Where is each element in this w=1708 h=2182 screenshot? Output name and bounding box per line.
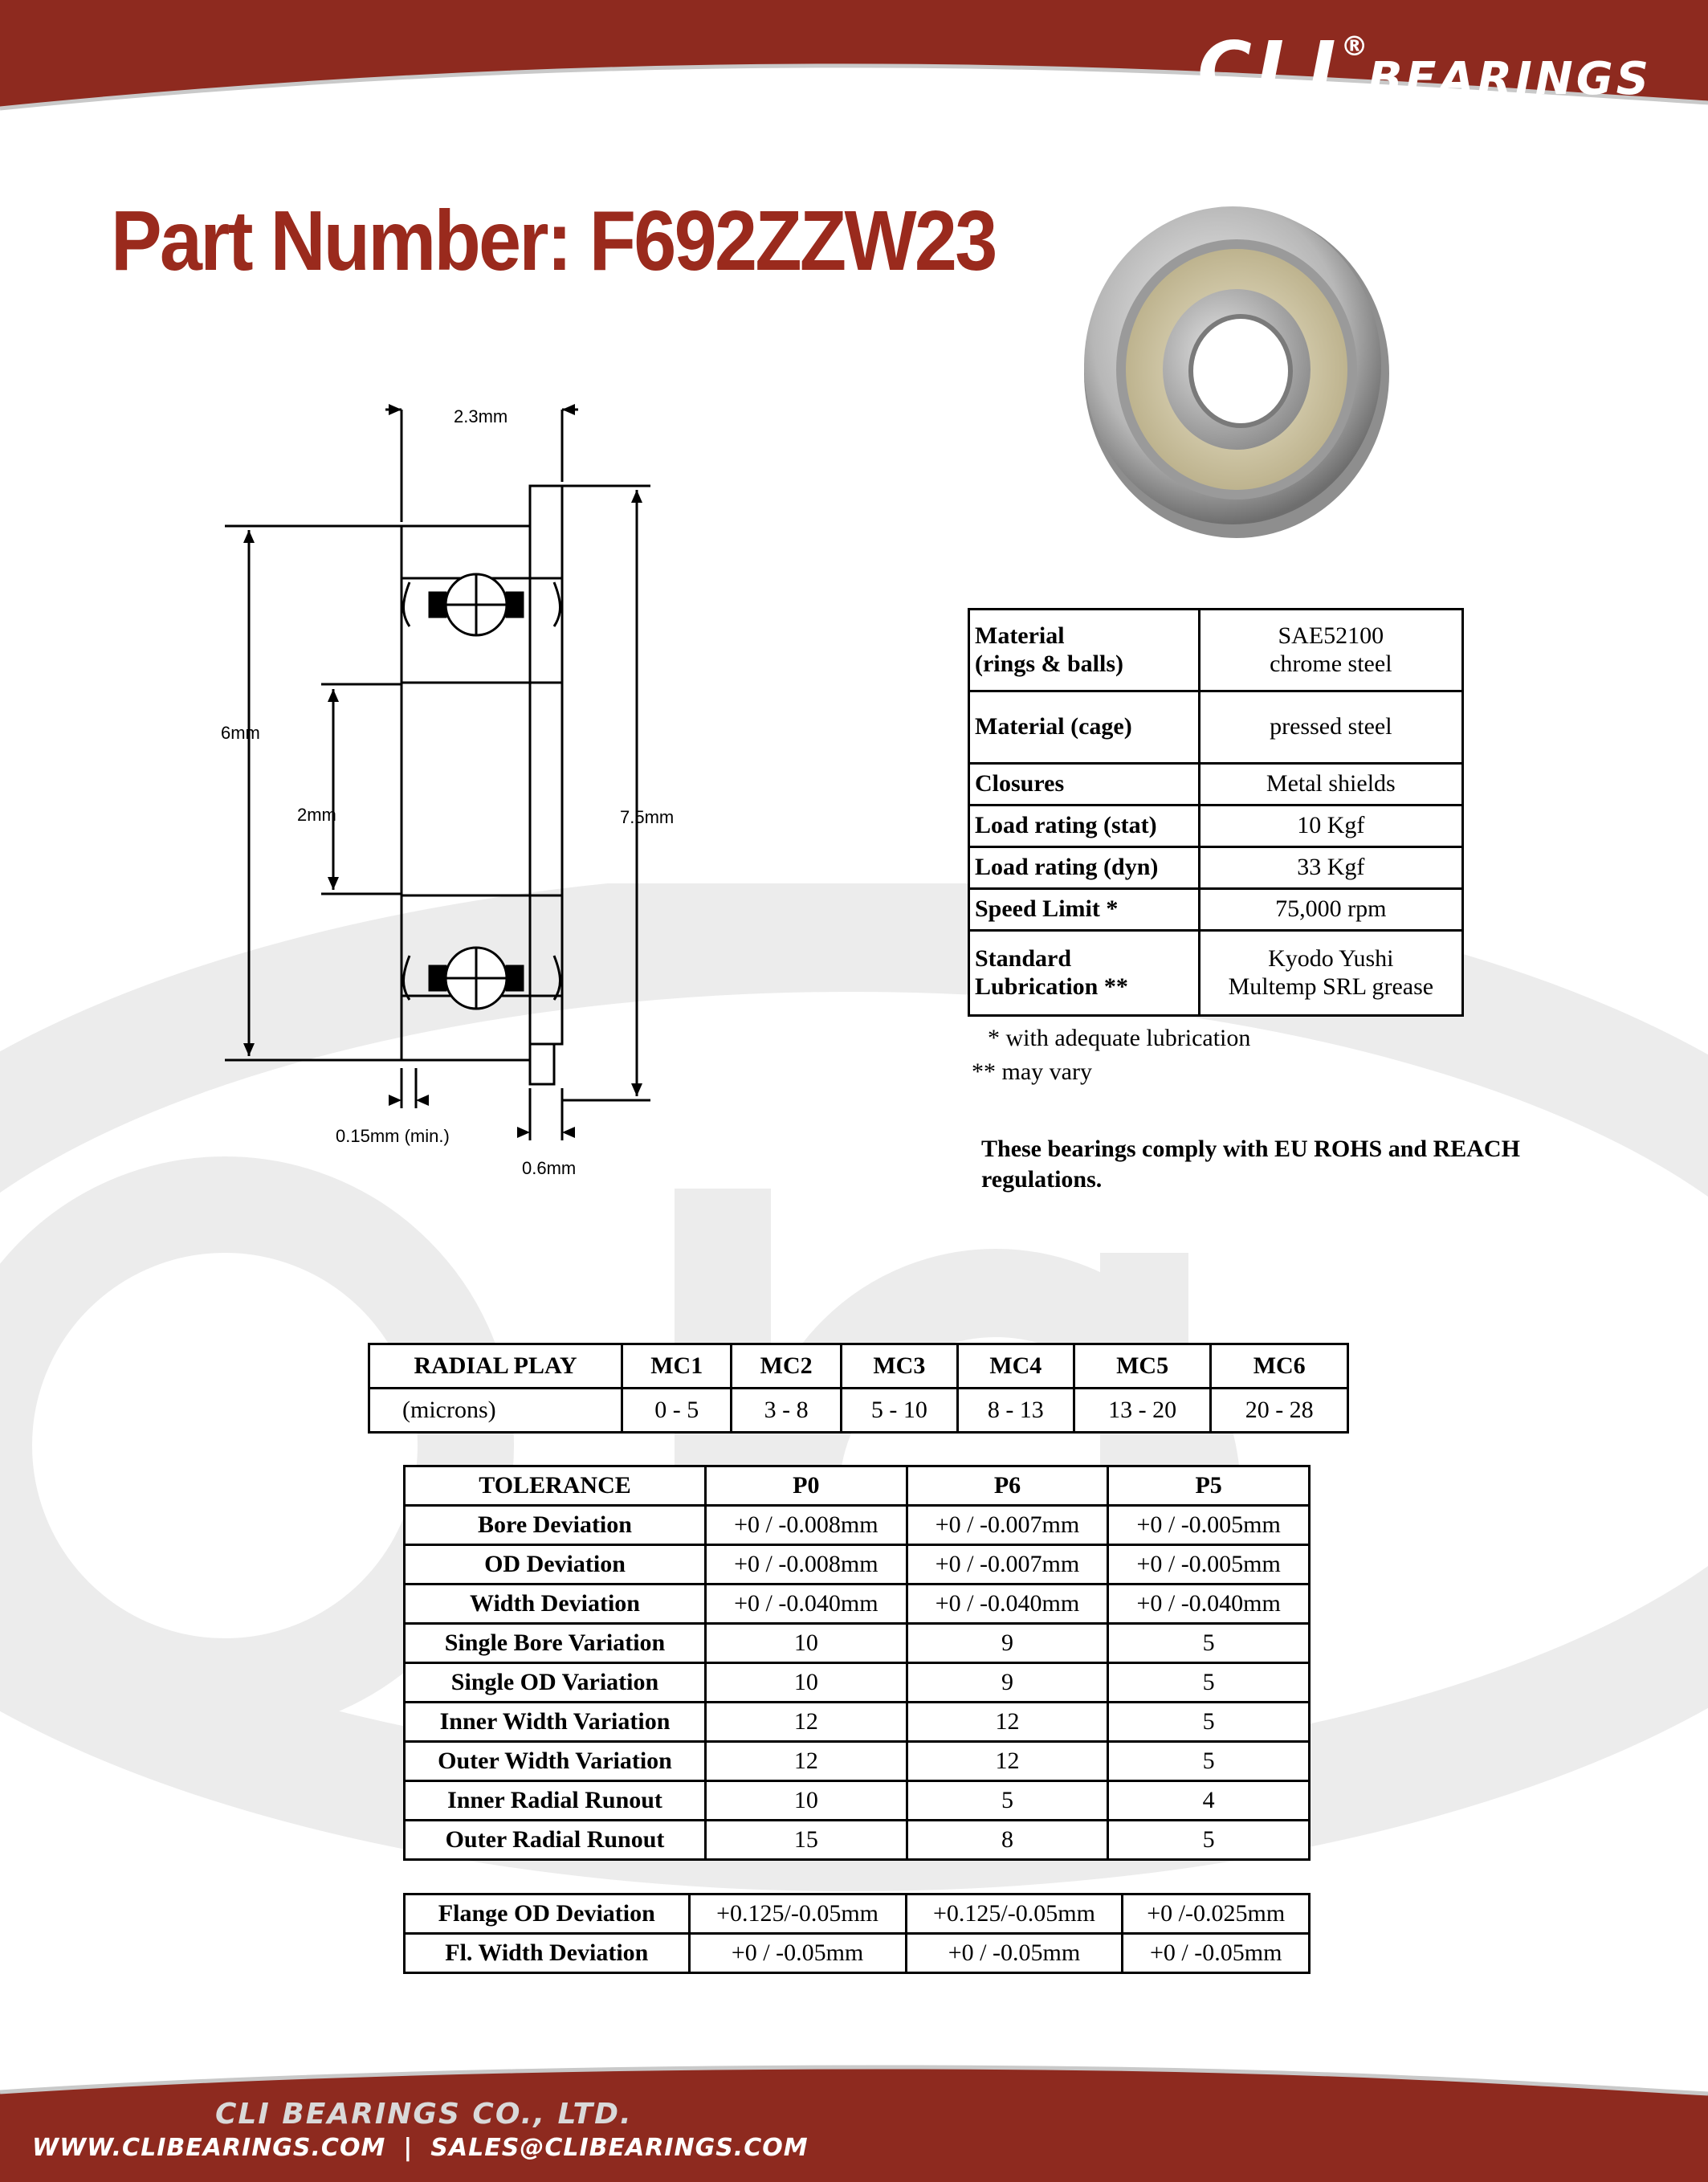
radial-play-label: RADIAL PLAY [369, 1344, 622, 1389]
spec-row [969, 847, 1463, 889]
spec-key: Speed Limit * [969, 889, 1200, 931]
tolerance-cell: +0 / -0.007mm [907, 1545, 1108, 1584]
tolerance-col-p0: P0 [706, 1466, 907, 1506]
radial-play-header [369, 1344, 1348, 1389]
flange-tolerance-cell: +0 / -0.05mm [906, 1934, 1123, 1973]
flange-tolerance-cell: +0.125/-0.05mm [906, 1894, 1123, 1934]
tolerance-cell: 5 [1108, 1624, 1310, 1663]
dim-width-label: 2.3mm [454, 406, 508, 426]
radial-play-col: MC4 [957, 1344, 1074, 1389]
tolerance-cell: 12 [706, 1742, 907, 1781]
tolerance-cell: 5 [1108, 1703, 1310, 1742]
tolerance-cell: +0 / -0.008mm [706, 1545, 907, 1584]
radial-play-col: MC6 [1211, 1344, 1348, 1389]
tolerance-cell: 5 [1108, 1663, 1310, 1703]
tolerance-cell: +0 / -0.040mm [706, 1584, 907, 1624]
flange-tolerance-cell: +0 / -0.05mm [689, 1934, 906, 1973]
radial-play-value: 8 - 13 [957, 1389, 1074, 1433]
spec-value: 75,000 rpm [1199, 889, 1462, 931]
tolerance-cell: 4 [1108, 1781, 1310, 1821]
tolerance-cell: 9 [907, 1663, 1108, 1703]
tolerance-cell: 12 [706, 1703, 907, 1742]
dim-flange-od-label: 7.5mm [620, 807, 675, 827]
tolerance-cell: 12 [907, 1742, 1108, 1781]
spec-value: Kyodo Yushi Multemp SRL grease [1199, 931, 1462, 1016]
tolerance-row [405, 1624, 1310, 1663]
flange-tolerance-cell: +0 /-0.025mm [1123, 1894, 1310, 1934]
spec-notes [972, 1022, 1250, 1089]
flange-tolerance-row [405, 1894, 1310, 1934]
bearing-photo [1076, 193, 1397, 546]
technical-drawing [201, 385, 715, 1189]
tolerance-row-label: Outer Width Variation [405, 1742, 706, 1781]
spec-key: Material (rings & balls) [969, 610, 1200, 691]
tolerance-row-label: Single Bore Variation [405, 1624, 706, 1663]
tolerance-cell: 10 [706, 1663, 907, 1703]
spec-row [969, 764, 1463, 806]
tolerance-row [405, 1742, 1310, 1781]
dim-bore-label: 2mm [297, 805, 336, 825]
tolerance-cell: +0 / -0.007mm [907, 1506, 1108, 1545]
tolerance-row [405, 1821, 1310, 1860]
tolerance-row [405, 1781, 1310, 1821]
brand-logo: CLI®BEARINGS [1197, 26, 1652, 112]
spec-value: 10 Kgf [1199, 806, 1462, 847]
tolerance-cell: 5 [1108, 1821, 1310, 1860]
radial-play-unit: (microns) [369, 1389, 622, 1433]
tolerance-cell: 9 [907, 1624, 1108, 1663]
tolerance-cell: +0 / -0.005mm [1108, 1545, 1310, 1584]
tolerance-cell: 15 [706, 1821, 907, 1860]
radial-play-value: 0 - 5 [622, 1389, 732, 1433]
spec-value: pressed steel [1199, 691, 1462, 764]
tolerance-cell: +0 / -0.008mm [706, 1506, 907, 1545]
radial-play-col: MC3 [841, 1344, 957, 1389]
tolerance-row-label: Inner Radial Runout [405, 1781, 706, 1821]
flange-tolerance-row-label: Fl. Width Deviation [405, 1934, 690, 1973]
tolerance-cell: 12 [907, 1703, 1108, 1742]
flange-tolerance-row [405, 1934, 1310, 1973]
tolerance-row-label: Inner Width Variation [405, 1703, 706, 1742]
spec-row [969, 806, 1463, 847]
radial-play-value: 3 - 8 [732, 1389, 841, 1433]
spec-row [969, 610, 1463, 691]
tolerance-col-p5: P5 [1108, 1466, 1310, 1506]
spec-key: Material (cage) [969, 691, 1200, 764]
note-may-vary: ** may vary [972, 1058, 1092, 1085]
tolerance-cell: 5 [1108, 1742, 1310, 1781]
spec-key: Standard Lubrication ** [969, 931, 1200, 1016]
footer-website-link[interactable]: WWW.CLIBEARINGS.COM [32, 2134, 386, 2162]
tolerance-header [405, 1466, 1310, 1506]
spec-value: SAE52100 chrome steel [1199, 610, 1462, 691]
radial-play-values [369, 1389, 1348, 1433]
spec-key: Load rating (stat) [969, 806, 1200, 847]
tolerance-col-p6: P6 [907, 1466, 1108, 1506]
spec-value: 33 Kgf [1199, 847, 1462, 889]
tolerance-cell: 5 [907, 1781, 1108, 1821]
tolerance-cell: 10 [706, 1781, 907, 1821]
tolerance-row-label: Width Deviation [405, 1584, 706, 1624]
dim-flange-width-label: 0.6mm [522, 1158, 577, 1178]
flange-tolerance-table [403, 1893, 1311, 1974]
note-lubrication: * with adequate lubrication [988, 1025, 1251, 1051]
radial-play-col: MC2 [732, 1344, 841, 1389]
compliance-statement: These bearings comply with EU ROHS and REACH regulations. [981, 1136, 1520, 1193]
tolerance-table [403, 1465, 1311, 1861]
radial-play-table [368, 1343, 1349, 1434]
flange-tolerance-row-label: Flange OD Deviation [405, 1894, 690, 1934]
page-title: Part Number: F692ZZW23 [111, 194, 996, 288]
tolerance-row [405, 1703, 1310, 1742]
spec-row [969, 889, 1463, 931]
footer-email-link[interactable]: SALES@CLIBEARINGS.COM [430, 2134, 809, 2162]
spec-row [969, 691, 1463, 764]
radial-play-col: MC1 [622, 1344, 732, 1389]
tolerance-cell: +0 / -0.005mm [1108, 1506, 1310, 1545]
spec-table [968, 608, 1464, 1017]
tolerance-row [405, 1545, 1310, 1584]
tolerance-row [405, 1584, 1310, 1624]
radial-play-col: MC5 [1074, 1344, 1211, 1389]
spec-value: Metal shields [1199, 764, 1462, 806]
tolerance-row-label: Outer Radial Runout [405, 1821, 706, 1860]
dim-bore-od-label: 6mm [221, 723, 260, 743]
tolerance-row-label: Single OD Variation [405, 1663, 706, 1703]
tolerance-cell: +0 / -0.040mm [907, 1584, 1108, 1624]
radial-play-value: 13 - 20 [1074, 1389, 1211, 1433]
radial-play-value: 20 - 28 [1211, 1389, 1348, 1433]
tolerance-cell: 10 [706, 1624, 907, 1663]
flange-tolerance-cell: +0 / -0.05mm [1123, 1934, 1310, 1973]
tolerance-row [405, 1663, 1310, 1703]
footer-contact [32, 2134, 809, 2162]
tolerance-row-label: OD Deviation [405, 1545, 706, 1584]
flange-tolerance-cell: +0.125/-0.05mm [689, 1894, 906, 1934]
spec-key: Load rating (dyn) [969, 847, 1200, 889]
tolerance-cell: +0 / -0.040mm [1108, 1584, 1310, 1624]
tolerance-row-label: Bore Deviation [405, 1506, 706, 1545]
tolerance-row [405, 1506, 1310, 1545]
footer-company: CLI BEARINGS CO., LTD. [215, 2098, 633, 2131]
tolerance-label: TOLERANCE [405, 1466, 706, 1506]
dim-chamfer-label: 0.15mm (min.) [336, 1126, 450, 1146]
tolerance-cell: 8 [907, 1821, 1108, 1860]
footer-separator: | [403, 2134, 414, 2162]
spec-key: Closures [969, 764, 1200, 806]
spec-row [969, 931, 1463, 1016]
radial-play-value: 5 - 10 [841, 1389, 957, 1433]
